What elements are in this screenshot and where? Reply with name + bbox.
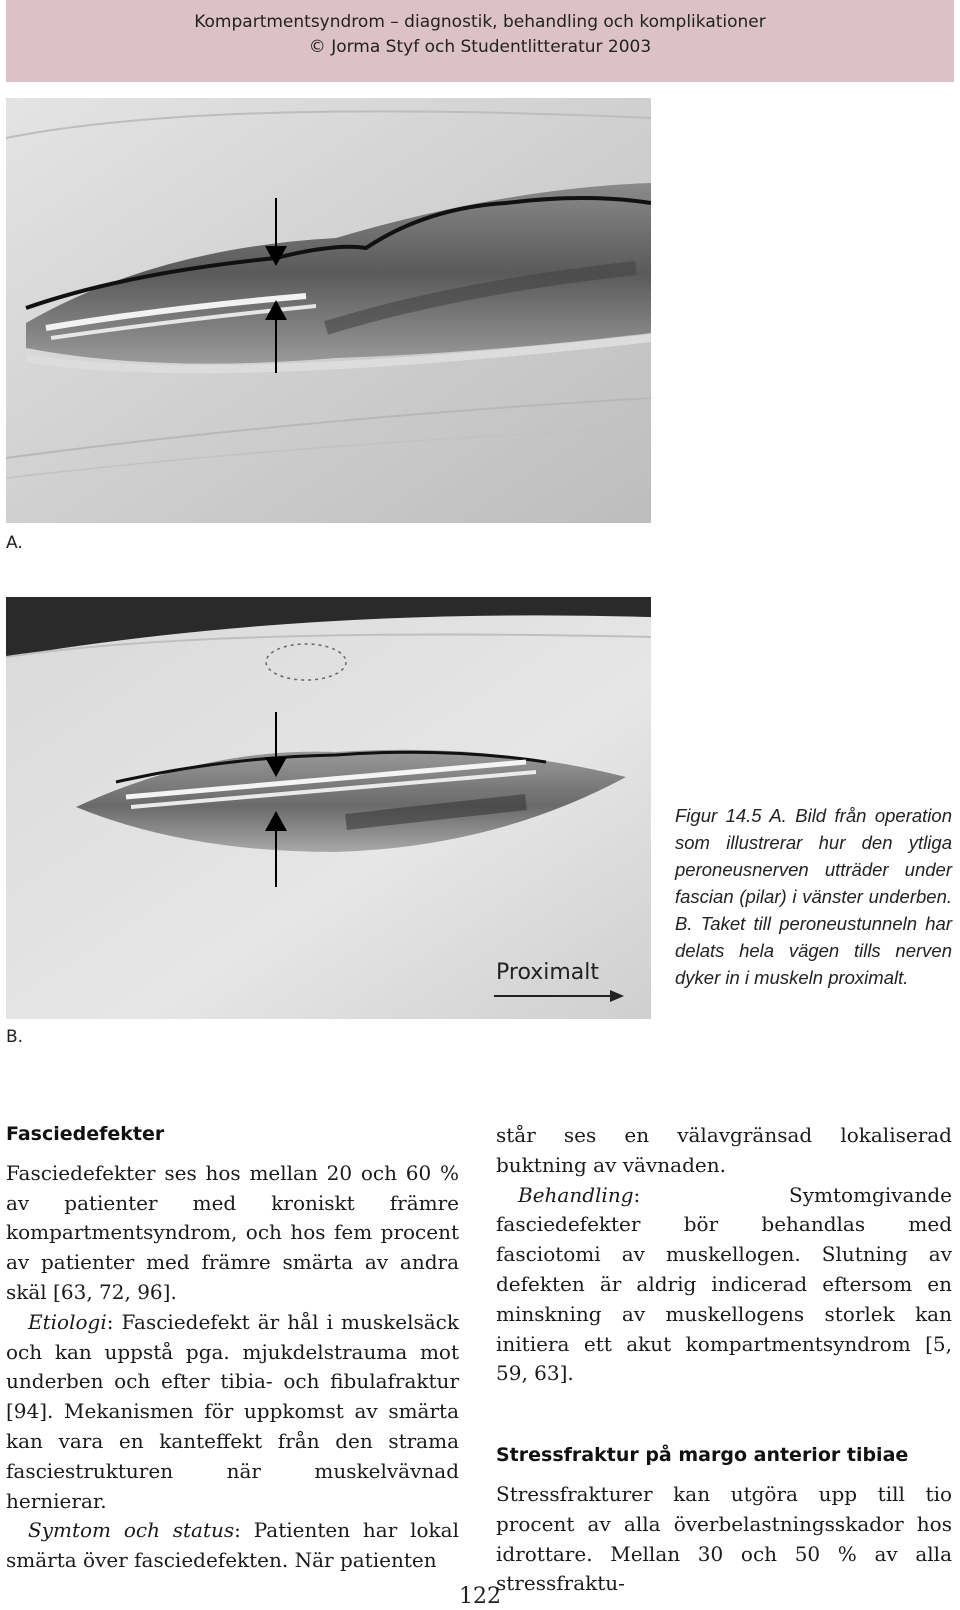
term-symtom: Symtom och status — [28, 1518, 235, 1543]
paragraph: står ses en välavgränsad lokaliserad buktning av vävnaden. — [496, 1123, 952, 1177]
figure-caption: Figur 14.5 A. Bild från operation som illustrerar hur den ytliga peroneusnerven utträder under fascian (pilar) i vänster underben. B. Taket till peroneustunneln har delats hela vägen tills nerven dyker in i muskeln proximalt. — [675, 805, 952, 988]
header-copyright: © Jorma Styf och Studentlitteratur 2003 — [308, 37, 652, 57]
section-heading-fasciedefekter: Fasciedefekter — [6, 1123, 165, 1145]
surgical-photo-a — [6, 98, 651, 523]
paragraph: Fasciedefekter ses hos mellan 20 och 60 % av patienter med kroniskt främre kompartmentsyndrom, och hos fem procent av patienter med främre smärta av andra skäl [63, 72, 96]. — [6, 1160, 459, 1304]
figure-label-b: B. — [6, 1027, 24, 1047]
term-etiologi: Etiologi — [28, 1309, 107, 1334]
proximalt-label: Proximalt — [496, 960, 600, 985]
proximal-arrow-icon — [494, 988, 629, 1004]
paragraph: Etiologi: Fasciedefekt är hål i muskelsäck och kan uppstå pga. mjukdelstrauma mot underben och efter tibia- och fibulafraktur [94]. Mekanismen för uppkomst av smärta kan vara en kanteffekt från den strama fasciestrukturen när muskelvävnad hernierar. — [6, 1309, 459, 1513]
paragraph: Stressfrakturer kan utgöra upp till tio procent av alla överbelastningsskador hos idrottare. Mellan 30 och 50 % av alla stressfraktu- — [496, 1481, 952, 1596]
right-column — [496, 1121, 952, 1599]
running-header — [6, 0, 954, 82]
left-column — [6, 1120, 459, 1576]
header-title: Kompartmentsyndrom – diagnostik, behandling och komplikationer — [194, 12, 766, 32]
section-heading-stressfraktur: Stressfraktur på margo anterior tibiae — [496, 1444, 909, 1467]
paragraph: Symtom och status: Patienten har lokal smärta över fasciedefekten. När patienten — [6, 1518, 459, 1573]
figure-label-a: A. — [6, 533, 23, 553]
term-behandling: Behandling — [518, 1182, 634, 1207]
page-number: 122 — [459, 1584, 501, 1609]
paragraph: Behandling: Symtomgivande fasciedefekter bör behandlas med fasciotomi av muskellogen. Slutning av defekten är aldrig indicerad eftersom en minskning av muskellogens storlek kan initiera ett akut kompartmentsyndrom [5, 59, 63]. — [496, 1182, 952, 1386]
surgical-photo-b — [6, 597, 651, 1019]
